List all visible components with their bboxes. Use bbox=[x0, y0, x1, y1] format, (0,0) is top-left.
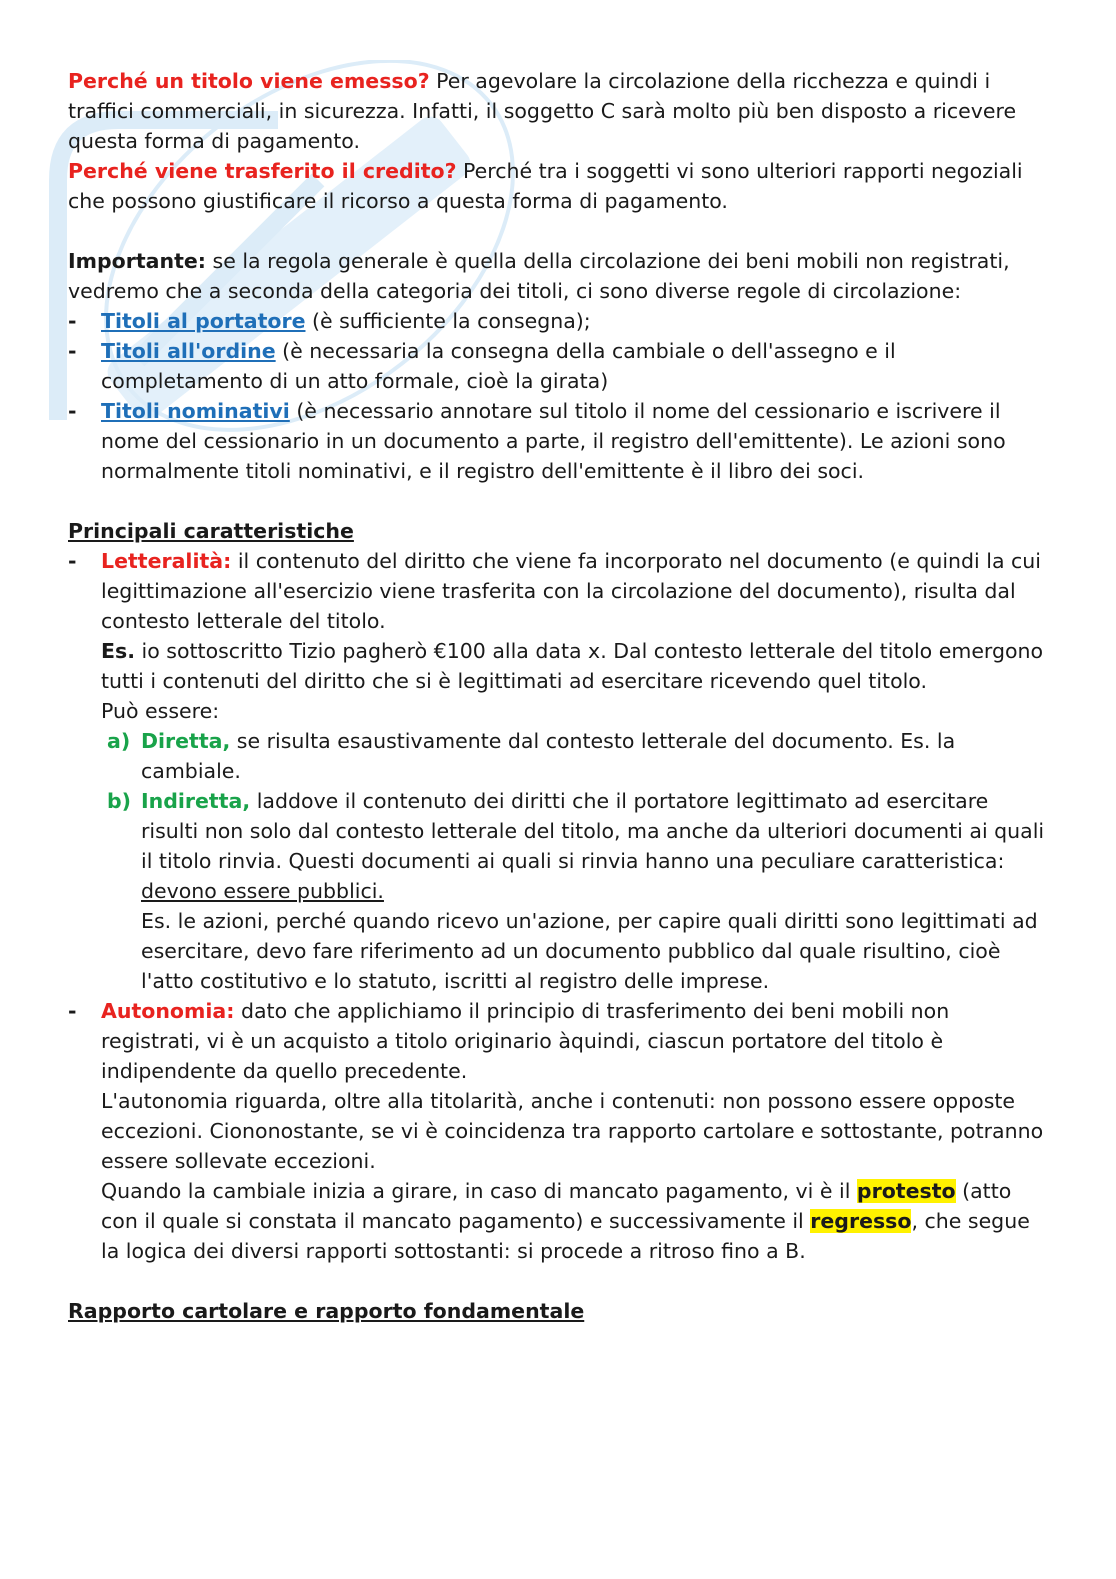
list-item-text: (è necessario annotare sul titolo il nome del cessionario e iscrivere il nome del cessionario in un documento a parte, il registro dell'emittente). Le azioni sono normalmente titoli nominativi, e il registro dell'emittente è il libro dei soci. bbox=[101, 399, 1006, 483]
sub-item-indiretta bbox=[101, 786, 1048, 996]
letteralita-paragraph bbox=[101, 546, 1048, 636]
link-titoli-ordine[interactable]: Titoli all'ordine bbox=[101, 339, 276, 363]
section-heading-rapporto: Rapporto cartolare e rapporto fondamentale bbox=[68, 1299, 585, 1323]
sub-marker: a) bbox=[107, 729, 131, 753]
indiretta-text: laddove il contenuto dei diritti che il portatore legittimato ad esercitare risulti non solo dal contesto letterale del titolo, ma anche da ulteriori documenti ai quali il titolo rinvia. Questi documenti ai quali si rinvia hanno una peculiare caratteristica: bbox=[141, 789, 1045, 873]
list-bullet: - bbox=[68, 339, 77, 363]
puo-essere: Può essere: bbox=[101, 699, 220, 723]
list-item-letteralita bbox=[68, 546, 1048, 726]
diretta-text: se risulta esaustivamente dal contesto letterale del documento. Es. la cambiale. bbox=[141, 729, 956, 783]
letteralita-text: il contenuto del diritto che viene fa incorporato nel documento (e quindi la cui legittimazione all'esercizio viene trasferita con la circolazione del documento), risulta dal contesto letterale del titolo. bbox=[101, 549, 1041, 633]
p3-text-a: Quando la cambiale inizia a girare, in caso di mancato pagamento, vi è il bbox=[101, 1179, 857, 1203]
list-bullet: - bbox=[68, 999, 77, 1023]
example-text: io sottoscritto Tizio pagherò €100 alla data x. Dal contesto letterale del titolo emergono tutti i contenuti del diritto che si è legittimati ad esercitare ricevendo quel titolo. bbox=[101, 639, 1044, 693]
important-label: Importante: bbox=[68, 249, 206, 273]
autonomia-label: Autonomia: bbox=[101, 999, 235, 1023]
important-paragraph bbox=[68, 246, 1048, 306]
list-item-text: (è sufficiente la consegna); bbox=[305, 309, 591, 333]
sub-item-diretta bbox=[101, 726, 1048, 786]
q2-label: Perché viene trasferito il credito? bbox=[68, 159, 457, 183]
q2-text: Perché tra i soggetti vi sono ulteriori rapporti negoziali che possono giustificare il ricorso a questa forma di pagamento. bbox=[68, 159, 1023, 213]
p3-text-b: (atto con il quale si constata il mancato pagamento) e successivamente il bbox=[101, 1179, 1012, 1233]
autonomia-paragraph bbox=[101, 996, 1048, 1086]
list-bullet: - bbox=[68, 309, 77, 333]
q1-label: Perché un titolo viene emesso? bbox=[68, 69, 430, 93]
intro-q2 bbox=[68, 156, 1048, 216]
list-item bbox=[68, 306, 1048, 336]
autonomia-p2: L'autonomia riguarda, oltre alla titolarità, anche i contenuti: non possono essere opposte eccezioni. Ciononostante, se vi è coincidenza tra rapporto cartolare e sottostante, potranno essere sollevate eccezioni. bbox=[101, 1089, 1044, 1173]
highlight-protesto: protesto bbox=[856, 1179, 956, 1203]
sub-marker: b) bbox=[107, 789, 132, 813]
list-bullet: - bbox=[68, 549, 77, 573]
document-page bbox=[68, 66, 1048, 1326]
letteralita-example bbox=[101, 636, 1048, 696]
important-text: se la regola generale è quella della circolazione dei beni mobili non registrati, vedremo che a seconda della categoria dei titoli, ci sono diverse regole di circolazione: bbox=[68, 249, 1010, 303]
indiretta-paragraph bbox=[141, 786, 1048, 906]
example-label: Es. bbox=[101, 639, 135, 663]
autonomia-p3 bbox=[101, 1176, 1048, 1266]
indiretta-example: Es. le azioni, perché quando ricevo un'azione, per capire quali diritti sono legittimati ad esercitare, devo fare riferimento ad un documento pubblico dal quale risultino, cioè l'atto costitutivo e lo statuto, iscritti al registro delle imprese. bbox=[141, 909, 1038, 993]
intro-q1 bbox=[68, 66, 1048, 156]
list-item-autonomia bbox=[68, 996, 1048, 1266]
letteralita-label: Letteralità: bbox=[101, 549, 232, 573]
autonomia-text: dato che applichiamo il principio di trasferimento dei beni mobili non registrati, vi è un acquisto a titolo originario àquindi, ciascun portatore del titolo è indipendente da quello precedente. bbox=[101, 999, 950, 1083]
section-heading-caratteristiche: Principali caratteristiche bbox=[68, 519, 354, 543]
diretta-label: Diretta, bbox=[141, 729, 231, 753]
list-item-text: (è necessaria la consegna della cambiale o dell'assegno e il completamento di un atto formale, cioè la girata) bbox=[101, 339, 896, 393]
indiretta-label: Indiretta, bbox=[141, 789, 251, 813]
q1-text: Per agevolare la circolazione della ricchezza e quindi i traffici commerciali, in sicurezza. Infatti, il soggetto C sarà molto più ben disposto a ricevere questa forma di pagamento. bbox=[68, 69, 1017, 153]
list-item bbox=[68, 396, 1048, 486]
link-titoli-portatore[interactable]: Titoli al portatore bbox=[101, 309, 306, 333]
list-item bbox=[68, 336, 1048, 396]
p3-text-c: , che segue la logica dei diversi rapporti sottostanti: si procede a ritroso fino a B. bbox=[101, 1209, 1030, 1263]
highlight-regresso: regresso bbox=[810, 1209, 912, 1233]
link-titoli-nominativi[interactable]: Titoli nominativi bbox=[101, 399, 290, 423]
list-bullet: - bbox=[68, 399, 77, 423]
diretta-paragraph bbox=[141, 726, 1048, 786]
indiretta-underline: devono essere pubblici. bbox=[141, 879, 384, 903]
